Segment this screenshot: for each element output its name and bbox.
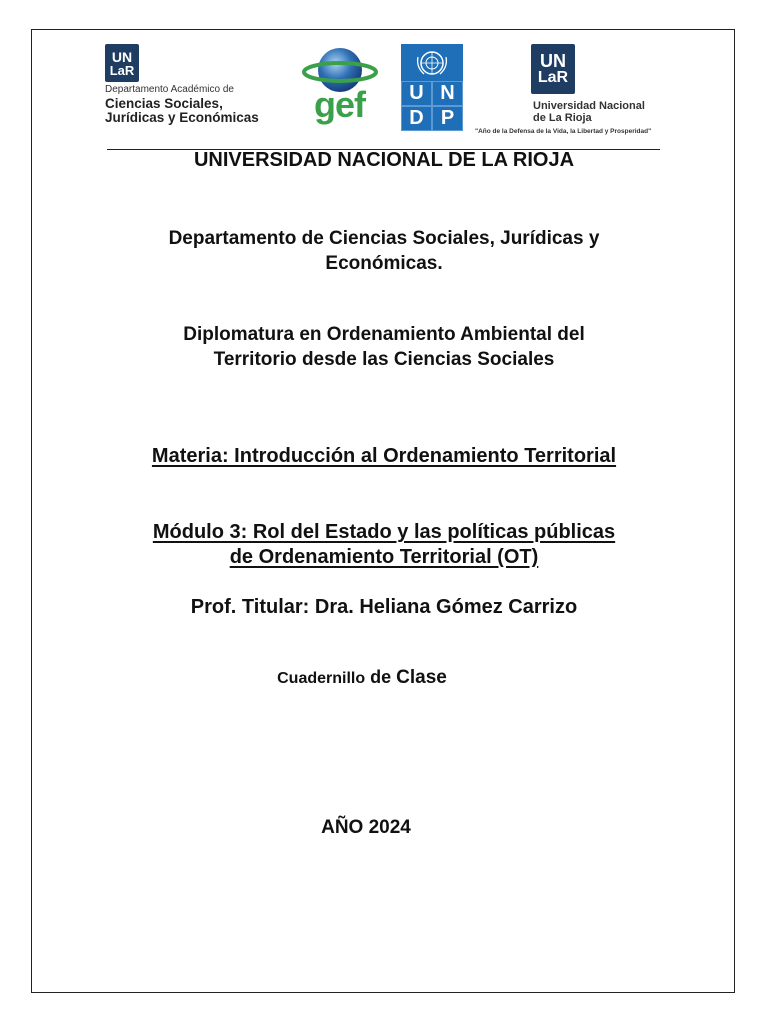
module-line-2: de Ordenamiento Territorial (OT) [229,546,539,568]
dept-logo-small: Departamento Académico de [105,84,234,95]
department-title [0,226,768,276]
undp-letter: N [432,81,463,106]
unlar-logo-top: UN [111,48,133,65]
booklet-word-3: Clase [396,667,447,688]
univ-logo-line2: de La Rioja [533,112,592,124]
unlar-logo-bottom: LaR [537,69,569,86]
unlar-logo-univ [531,44,575,94]
module-title [0,520,768,570]
logo-header [0,0,768,150]
dept-logo-line1: Ciencias Sociales, [105,96,223,111]
unlar-logo-dept [105,44,139,82]
subject-title [0,445,768,468]
booklet-word-1: Cuadernillo [277,670,366,687]
undp-letter: U [401,81,432,106]
department-line-1: Departamento de Ciencias Sociales, Jurídicas y [168,228,600,249]
undp-letter: D [401,106,432,131]
year-line: AÑO 2024 [321,817,411,838]
undp-letter: P [432,106,463,131]
booklet-line [0,667,746,689]
diploma-title [0,322,768,372]
gef-logo-text: gef [314,84,365,125]
univ-logo-line1: Universidad Nacional [533,100,645,112]
module-line-1: Módulo 3: Rol del Estado y las políticas públicas [152,521,616,543]
professor-line: Prof. Titular: Dra. Heliana Gómez Carrizo [190,596,578,618]
department-line-2: Económicas. [325,253,443,274]
un-emblem-icon [401,44,463,81]
university-title: UNIVERSIDAD NACIONAL DE LA RIOJA [193,149,575,171]
year-motto: "Año de la Defensa de la Vida, la Libertad y Prosperidad" [475,128,652,135]
subject-text: Materia: Introducción al Ordenamiento Territorial [151,445,617,467]
undp-logo [401,44,463,131]
unlar-logo-bottom: LaR [109,62,135,78]
booklet-word-2: de [370,667,392,687]
dept-logo-line2: Jurídicas y Económicas [105,110,259,125]
diploma-line-1: Diplomatura en Ordenamiento Ambiental del [183,324,585,345]
gef-logo [300,44,380,128]
unlar-logo-top: UN [540,51,566,71]
page-border [31,29,735,993]
diploma-line-2: Territorio desde las Ciencias Sociales [213,349,555,370]
